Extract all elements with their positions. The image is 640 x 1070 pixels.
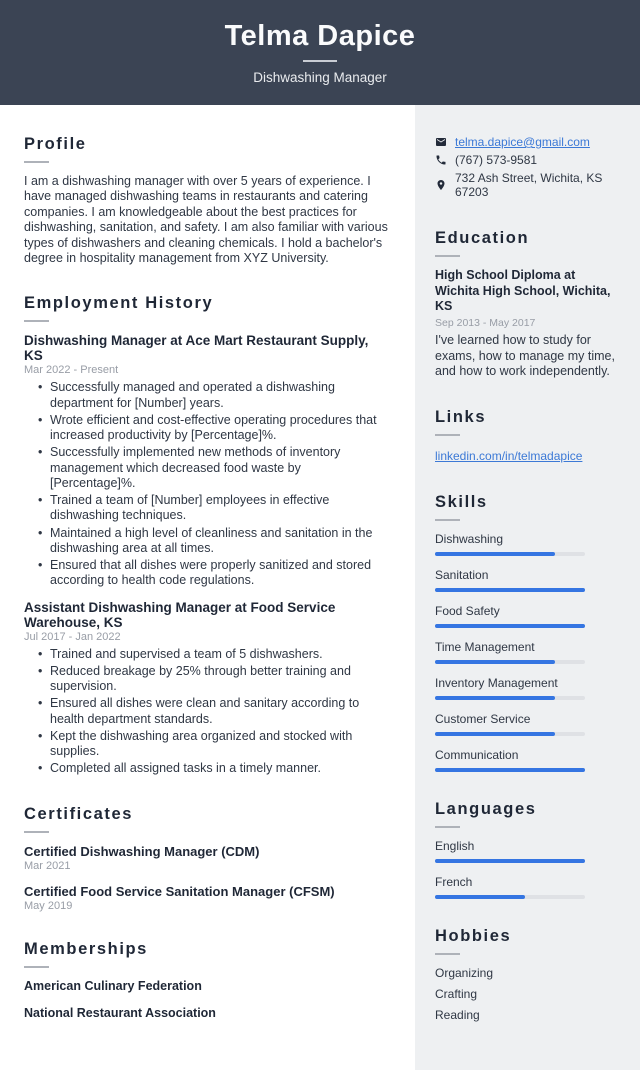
language-meter-track bbox=[435, 859, 585, 863]
skill-meter-track bbox=[435, 732, 585, 736]
job-bullet-list bbox=[24, 647, 389, 777]
phone-icon bbox=[435, 154, 447, 166]
contact-phone-row bbox=[435, 153, 615, 167]
hobby-entry: Reading bbox=[435, 1007, 480, 1022]
education-degree: High School Diploma at Wichita High School, Wichita, KS bbox=[435, 268, 611, 314]
section-divider bbox=[24, 161, 49, 163]
address: 732 Ash Street, Wichita, KS 67203 bbox=[455, 171, 603, 199]
skill-meter-fill bbox=[435, 588, 585, 592]
skill-item bbox=[435, 532, 615, 556]
skill-item bbox=[435, 712, 615, 736]
language-meter-track bbox=[435, 895, 585, 899]
skill-label: Time Management bbox=[435, 639, 535, 654]
job-bullet: • Ensured all dishes were clean and sanitary according to health department standards. bbox=[38, 696, 389, 727]
employment-heading: Employment History bbox=[24, 294, 214, 313]
skill-meter-track bbox=[435, 768, 585, 772]
languages-heading: Languages bbox=[435, 799, 537, 818]
section-divider bbox=[435, 255, 460, 257]
education-section bbox=[435, 229, 615, 380]
job-entry bbox=[24, 600, 389, 777]
skill-meter-fill bbox=[435, 552, 555, 556]
skill-meter-track bbox=[435, 588, 585, 592]
job-bullet: • Completed all assigned tasks in a timely manner. bbox=[38, 761, 389, 776]
education-date: Sep 2013 - May 2017 bbox=[435, 316, 536, 329]
language-meter-fill bbox=[435, 895, 525, 899]
skills-section bbox=[435, 493, 615, 772]
location-pin-icon bbox=[435, 179, 447, 191]
resume-body bbox=[0, 105, 640, 1070]
email-link[interactable]: telma.dapice@gmail.com bbox=[455, 135, 590, 149]
profile-heading: Profile bbox=[24, 135, 87, 153]
main-column bbox=[0, 105, 415, 1070]
memberships-section bbox=[24, 940, 389, 1020]
membership-entry: National Restaurant Association bbox=[24, 1005, 216, 1020]
certificates-heading: Certificates bbox=[24, 804, 134, 823]
education-heading: Education bbox=[435, 229, 530, 247]
contact-block bbox=[435, 135, 615, 199]
job-date: Mar 2022 - Present bbox=[24, 364, 119, 377]
profile-text: I am a dishwashing manager with over 5 years of experience. I have managed dishwashing teams in restaurants and catering companies. I am knowledgeable about the best practices for dishwashing, sanitation, and safety. I am also familiar with various types of dishwashers and cleaning chemicals. I hold a bachelor's degree in hospitality management from XYZ University. bbox=[24, 174, 388, 265]
skill-item bbox=[435, 748, 615, 772]
job-bullet: • Successfully managed and operated a dishwashing department for [Number] years. bbox=[38, 380, 389, 411]
job-bullet: • Trained a team of [Number] employees in effective dishwashing techniques. bbox=[38, 493, 389, 524]
person-name: Telma Dapice bbox=[224, 20, 416, 52]
skill-label: Customer Service bbox=[435, 711, 531, 726]
section-divider bbox=[435, 519, 460, 521]
job-bullet: • Ensured that all dishes were properly sanitized and stored according to health code regulations. bbox=[38, 558, 389, 589]
education-description: I've learned how to study for exams, how to manage my time, and how to work independently. bbox=[435, 332, 615, 379]
header-divider bbox=[303, 60, 337, 62]
links-heading: Links bbox=[435, 407, 487, 426]
skill-meter-track bbox=[435, 624, 585, 628]
section-divider bbox=[435, 826, 460, 828]
person-job-title: Dishwashing Manager bbox=[253, 70, 387, 85]
hobbies-section bbox=[435, 927, 615, 1022]
language-item bbox=[435, 875, 615, 899]
phone-number: (767) 573-9581 bbox=[455, 153, 538, 167]
memberships-heading: Memberships bbox=[24, 939, 148, 958]
hobby-entry: Crafting bbox=[435, 986, 478, 1001]
hobby-entry: Organizing bbox=[435, 965, 494, 980]
skill-item bbox=[435, 604, 615, 628]
section-divider bbox=[24, 831, 49, 833]
certificate-title: Certified Food Service Sanitation Manager (CFSM) bbox=[24, 883, 335, 899]
skill-label: Communication bbox=[435, 747, 519, 762]
language-label: English bbox=[435, 838, 475, 853]
skill-label: Inventory Management bbox=[435, 675, 558, 690]
links-section bbox=[435, 408, 615, 465]
hobbies-heading: Hobbies bbox=[435, 926, 512, 945]
skill-meter-track bbox=[435, 696, 585, 700]
skill-item bbox=[435, 676, 615, 700]
job-bullet: • Successfully implemented new methods of inventory management which decreased food waste by [Percentage]%. bbox=[38, 445, 389, 491]
contact-address-row bbox=[435, 171, 615, 199]
skill-meter-fill bbox=[435, 624, 585, 628]
job-date: Jul 2017 - Jan 2022 bbox=[24, 630, 121, 643]
job-bullet: • Kept the dishwashing area organized and stocked with supplies. bbox=[38, 729, 389, 760]
job-bullet: • Wrote efficient and cost-effective operating procedures that increased productivity by [Percentage]%. bbox=[38, 413, 389, 444]
certificate-date: May 2019 bbox=[24, 899, 73, 912]
resume-header bbox=[0, 0, 640, 105]
envelope-icon bbox=[435, 136, 447, 148]
language-label: French bbox=[435, 874, 473, 889]
linkedin-link[interactable]: linkedin.com/in/telmadapice bbox=[435, 448, 583, 463]
skill-meter-fill bbox=[435, 660, 555, 664]
section-divider bbox=[24, 320, 49, 322]
skill-meter-track bbox=[435, 660, 585, 664]
skill-meter-fill bbox=[435, 696, 555, 700]
membership-entry: American Culinary Federation bbox=[24, 978, 202, 993]
language-meter-fill bbox=[435, 859, 585, 863]
skill-meter-track bbox=[435, 552, 585, 556]
skill-meter-fill bbox=[435, 732, 555, 736]
job-title: Assistant Dishwashing Manager at Food Service Warehouse, KS bbox=[24, 599, 336, 630]
language-item bbox=[435, 839, 615, 863]
languages-section bbox=[435, 800, 615, 899]
skills-heading: Skills bbox=[435, 492, 488, 511]
certificate-entry bbox=[24, 884, 389, 912]
job-bullet: • Trained and supervised a team of 5 dishwashers. bbox=[38, 647, 389, 662]
profile-section bbox=[24, 135, 389, 266]
section-divider bbox=[24, 966, 49, 968]
certificate-title: Certified Dishwashing Manager (CDM) bbox=[24, 843, 260, 859]
section-divider bbox=[435, 953, 460, 955]
skill-label: Food Safety bbox=[435, 603, 500, 618]
certificate-entry bbox=[24, 844, 389, 872]
skill-meter-fill bbox=[435, 768, 585, 772]
skill-label: Sanitation bbox=[435, 567, 489, 582]
job-bullet-list bbox=[24, 380, 389, 588]
section-divider bbox=[435, 434, 460, 436]
skill-item bbox=[435, 568, 615, 592]
job-entry bbox=[24, 333, 389, 588]
sidebar-column bbox=[415, 105, 640, 1070]
certificates-section bbox=[24, 805, 389, 912]
job-title: Dishwashing Manager at Ace Mart Restaurant Supply, KS bbox=[24, 333, 369, 364]
job-bullet: • Reduced breakage by 25% through better training and supervision. bbox=[38, 664, 389, 695]
certificate-date: Mar 2021 bbox=[24, 859, 71, 872]
employment-section bbox=[24, 294, 389, 776]
contact-email-row bbox=[435, 135, 615, 149]
job-bullet: • Maintained a high level of cleanliness and sanitation in the dishwashing area at all times. bbox=[38, 526, 389, 557]
skill-item bbox=[435, 640, 615, 664]
skill-label: Dishwashing bbox=[435, 531, 504, 546]
